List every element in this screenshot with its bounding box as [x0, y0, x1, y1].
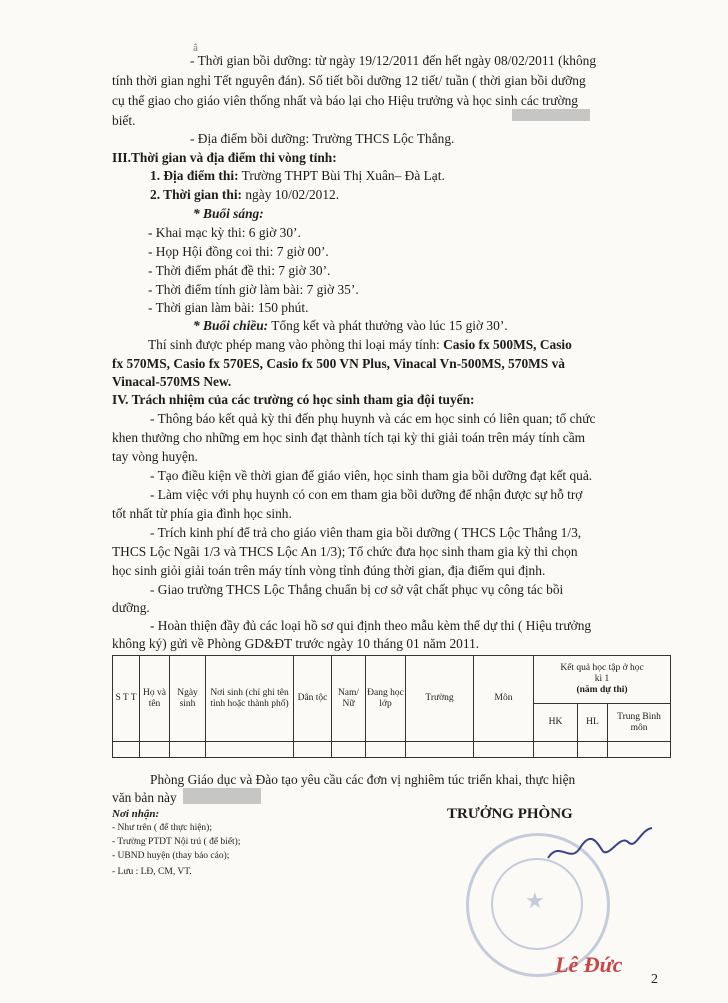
header-mark: ắ: [193, 42, 198, 54]
morning-item: - Thời điểm tính giờ làm bài: 7 giờ 35’.: [148, 282, 359, 297]
header-ket-qua-line: Kết quả học tập ở học: [560, 663, 644, 673]
section-4-line: học sinh giỏi giải toán trên máy tính vòng tỉnh đúng thời gian, địa điểm qui định.: [112, 563, 546, 578]
section-4-line: không ký) gửi về Phòng GD&ĐT trước ngày 10 tháng 01 năm 2011.: [112, 636, 480, 651]
header-ket-qua-line: (năm dự thi): [576, 685, 628, 695]
section-4-line: - Tạo điều kiện về thời gian để giáo viên, học sinh tham gia bồi dưỡng đạt kết quả.: [150, 468, 593, 483]
section-4-heading: IV. Trách nhiệm của các trường có học sinh tham gia đội tuyển:: [112, 392, 475, 407]
recipient-item: - UBND huyện (thay báo cáo);: [112, 851, 230, 861]
calculator-intro: Thí sinh được phép mang vào phòng thi loại máy tính:: [148, 337, 444, 352]
exam-time: [150, 187, 339, 203]
training-time-line-1: - Thời gian bồi dưỡng: từ ngày 19/12/2011 đến hết ngày 08/02/2011 (không: [190, 53, 597, 68]
section-4-line: - Hoàn thiện đầy đủ các loại hồ sơ qui định theo mẫu kèm thể dự thi ( Hiệu trưởng: [150, 618, 592, 633]
morning-label: * Buổi sáng:: [193, 206, 264, 221]
header-noi-sinh: Nơi sinh (chỉ ghi tên tỉnh hoặc thành phố): [206, 656, 294, 742]
header-mon: Môn: [474, 656, 534, 742]
section-4-line: - Giao trường THCS Lộc Thắng chuẩn bị cơ sở vật chất phục vụ công tác bồi: [150, 582, 564, 597]
recipients-label: Nơi nhận:: [112, 808, 160, 820]
header-truong: Trường: [406, 656, 474, 742]
scan-smudge: [512, 109, 590, 121]
redaction-mark: [183, 788, 261, 804]
header-ngay-sinh: Ngày sinh: [170, 656, 206, 742]
section-4-line: tay vòng huyện.: [112, 449, 198, 464]
registration-table: [112, 655, 671, 758]
calculator-line-3: Vinacal-570MS New.: [112, 374, 232, 389]
header-ket-qua: [534, 656, 671, 704]
section-4-line: tốt nhất từ phía gia đình học sinh.: [112, 506, 292, 521]
page-number: 2: [651, 972, 658, 987]
exam-time-label: 2. Thời gian thi:: [150, 187, 243, 202]
header-hk: HK: [534, 704, 578, 742]
calculator-line-1: [148, 337, 572, 353]
morning-item: - Họp Hội đồng coi thi: 7 giờ 00’.: [148, 244, 329, 259]
section-4-line: - Trích kinh phí để trả cho giáo viên tham gia bồi dưỡng ( THCS Lộc Thắng 1/3,: [150, 525, 582, 540]
closing-line-2: văn bản này: [112, 790, 177, 805]
header-dan-toc: Dân tộc: [294, 656, 332, 742]
morning-item: - Thời điểm phát đề thi: 7 giờ 30’.: [148, 263, 331, 278]
exam-place: [150, 168, 445, 184]
header-ket-qua-line: kì 1: [594, 674, 610, 684]
header-hl: HL: [578, 704, 608, 742]
recipient-item: - Trường PTDT Nội trú ( để biết);: [112, 837, 241, 847]
section-4-line: - Làm việc với phụ huynh có con em tham gia bồi dưỡng để nhận được sự hỗ trợ: [150, 487, 583, 502]
header-ho-ten: Họ và tên: [140, 656, 170, 742]
table-row: [113, 742, 671, 758]
training-time-line-4: biết.: [112, 113, 136, 128]
training-place: - Địa điểm bồi dưỡng: Trường THCS Lộc Thắng.: [190, 131, 455, 146]
afternoon-label: * Buổi chiều:: [193, 318, 269, 333]
afternoon: [193, 318, 508, 334]
afternoon-value: Tổng kết và phát thưởng vào lúc 15 giờ 30’.: [268, 318, 508, 333]
header-dang-hoc-lop: Đang học lớp: [366, 656, 406, 742]
recipient-item: - Như trên ( để thực hiện);: [112, 823, 212, 833]
section-4-line: dưỡng.: [112, 600, 150, 615]
signer-name: Lê Đức: [555, 952, 623, 977]
stamp-star-icon: ★: [525, 888, 545, 913]
exam-place-label: 1. Địa điểm thi:: [150, 168, 239, 183]
signer-title: TRƯỞNG PHÒNG: [447, 806, 573, 822]
calculator-line-2: fx 570MS, Casio fx 570ES, Casio fx 500 VN Plus, Vinacal Vn-500MS, 570MS và: [112, 356, 565, 371]
section-4-line: - Thông báo kết quả kỳ thi đến phụ huynh và các em học sinh có liên quan; tổ chức: [150, 411, 596, 426]
training-time-line-2: tính thời gian nghỉ Tết nguyên đán). Số tiết bồi dưỡng 12 tiết/ tuần ( thời gian bồi dưỡng: [112, 73, 586, 88]
calculator-models-start: Casio fx 500MS, Casio: [443, 337, 572, 352]
signature-icon: [540, 820, 660, 870]
recipient-item: - Lưu : LĐ, CM, VT.: [112, 867, 192, 877]
morning-item: - Thời gian làm bài: 150 phút.: [148, 300, 309, 315]
morning-item: - Khai mạc kỳ thi: 6 giờ 30’.: [148, 225, 301, 240]
exam-place-value: Trường THPT Bùi Thị Xuân– Đà Lạt.: [238, 168, 445, 183]
header-stt: S T T: [113, 656, 140, 742]
section-4-line: khen thưởng cho những em học sinh đạt thành tích tại kỳ thi giải toán trên máy tính cầm: [112, 430, 586, 445]
header-trung-binh-mon: Trung Bình môn: [608, 704, 671, 742]
section-4-line: THCS Lộc Ngãi 1/3 và THCS Lộc An 1/3); Tổ chức đưa học sinh tham gia kỳ thi chọn: [112, 544, 578, 559]
header-nam-nu: Nam/ Nữ: [332, 656, 366, 742]
exam-time-value: ngày 10/02/2012.: [242, 187, 340, 202]
closing-line-1: Phòng Giáo dục và Đào tạo yêu cầu các đơn vị nghiêm túc triển khai, thực hiện: [150, 772, 576, 787]
training-time-line-3: cụ thể giao cho giáo viên thống nhất và báo lại cho Hiệu trưởng và học sinh các trường: [112, 93, 578, 108]
section-3-heading: III.Thời gian và địa điểm thi vòng tỉnh:: [112, 150, 337, 165]
